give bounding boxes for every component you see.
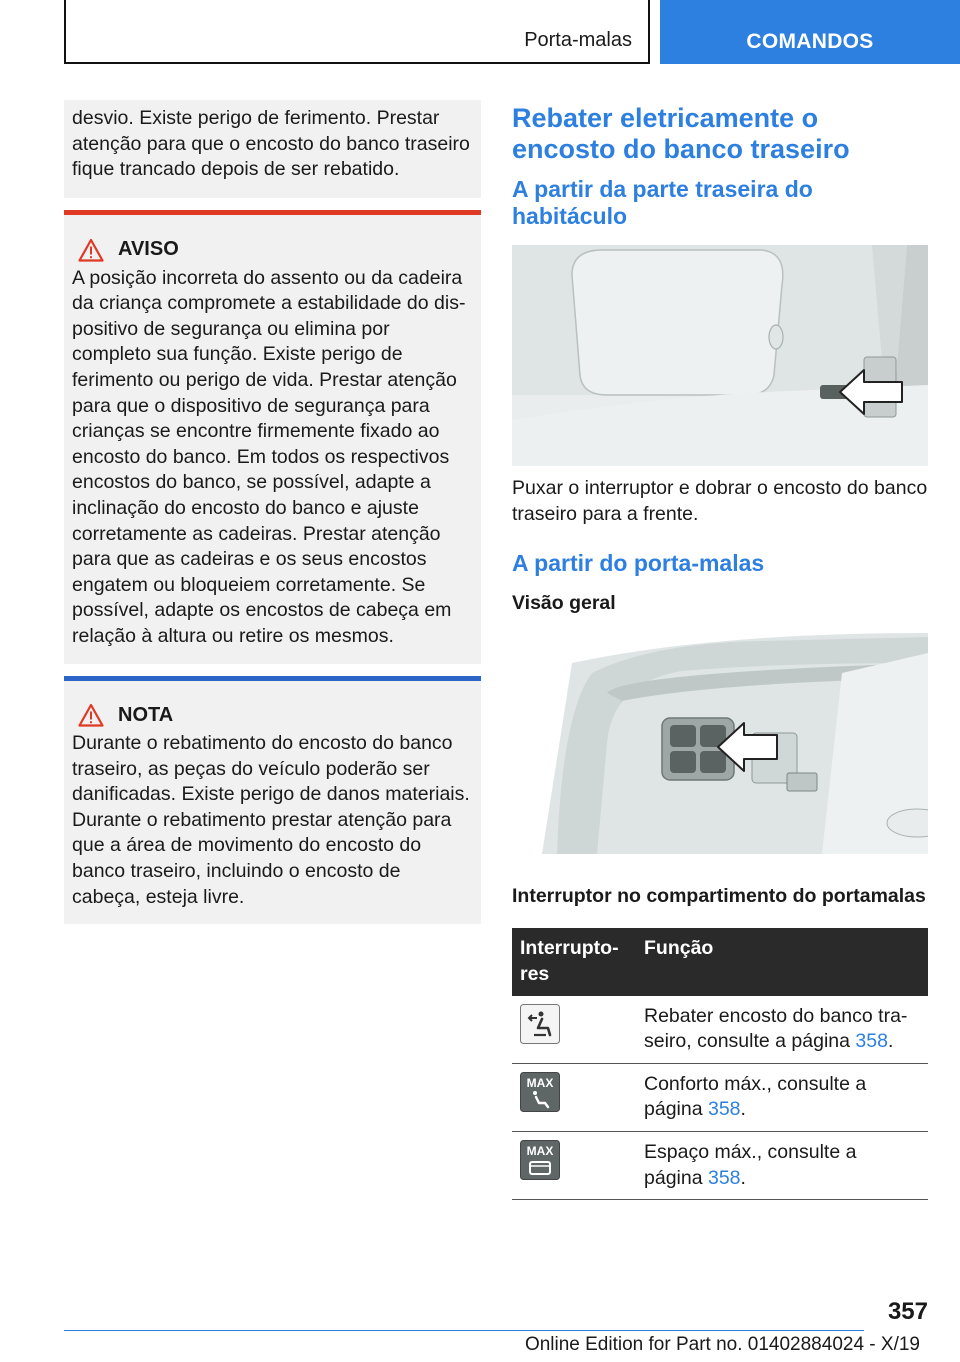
nota-text: Durante o rebatimento do encosto do banco traseiro, as peças do veículo poderão ser danificadas. Existe perigo de danos materiais. Durante o rebatimento prestar atenção para que a área de movimento do encosto do banco traseiro, incluindo o encosto de cabeça, esteja livre. bbox=[72, 732, 470, 908]
header-section-box bbox=[64, 0, 650, 64]
switch-function-table bbox=[512, 928, 928, 1200]
page-link[interactable]: 358 bbox=[707, 1098, 741, 1121]
row-function-text: Rebater encosto do banco traseiro, consulte a página bbox=[644, 1004, 908, 1053]
page-link[interactable]: 358 bbox=[707, 1166, 741, 1189]
nota-title: NOTA bbox=[118, 703, 174, 726]
section-heading: Rebater eletricamente o encosto do banco traseiro bbox=[512, 103, 850, 164]
svg-text:MAX: MAX bbox=[526, 1143, 554, 1158]
chapter-title: COMANDOS bbox=[746, 30, 874, 53]
continued-warning-box bbox=[64, 100, 481, 198]
svg-text:MAX: MAX bbox=[526, 1075, 554, 1090]
aviso-box bbox=[64, 210, 481, 664]
section-title: Porta-malas bbox=[524, 29, 632, 51]
row-function-text: Espaço máx., consulte a página bbox=[644, 1140, 857, 1189]
table-row: MAX Espaço máx., consulte a página 358. bbox=[512, 1131, 928, 1199]
nota-header bbox=[72, 703, 473, 729]
chapter-tab[interactable] bbox=[660, 0, 960, 64]
subheading-trunk: A partir do porta-malas bbox=[512, 550, 765, 577]
page-number: 357 bbox=[887, 1298, 928, 1325]
edition-note: Online Edition for Part no. 01402884024 - X/19 bbox=[524, 1334, 920, 1355]
trunk-switch-image bbox=[512, 633, 928, 854]
subheading-rear-cabin: A partir da parte traseira do habitáculo bbox=[512, 176, 813, 229]
max-space-icon[interactable] bbox=[520, 1140, 560, 1180]
aviso-text: A posição incorreta do assento ou da cadeira da criança compromete a estabilidade do dispositivo de segurança ou elimina por completo sua função. Existe perigo de ferimento ou perigo de vida. Prestar atenção para que o dispositivo de segurança para crianças se encontre firmemente fixado ao encosto do banco. Em todos os respectivos encostos do banco, se possível, adapte a inclinação do encosto do banco e ajuste corretamente as cadeiras. Prestar atenção para que as cadeiras e os seus encostos engatem ou bloqueiem corretamente. Se possível, adapte os encostos de cabeça em relação à altura ou retire os mesmos. bbox=[72, 266, 466, 647]
header-function: Função bbox=[636, 928, 928, 995]
caption-trunk: Interruptor no compartimento do portamalas bbox=[512, 884, 926, 907]
table-header-row bbox=[512, 928, 928, 995]
caption-rear-cabin: Puxar o interruptor e dobrar o encosto do banco traseiro para a frente. bbox=[512, 477, 928, 525]
overview-label: Visão geral bbox=[512, 592, 616, 615]
left-column bbox=[64, 100, 481, 924]
rear-seat-switch-image bbox=[512, 245, 928, 466]
row-function-text: Conforto máx., consulte a página bbox=[644, 1072, 867, 1121]
aviso-title: AVISO bbox=[118, 238, 179, 260]
seat-fold-icon[interactable] bbox=[520, 1004, 560, 1044]
header-switches: Interruptores bbox=[512, 928, 636, 995]
nota-box bbox=[64, 676, 481, 925]
table-row: MAX Conforto máx., consulte a página 358. bbox=[512, 1063, 928, 1131]
footer-divider bbox=[64, 1330, 864, 1331]
right-column bbox=[512, 100, 928, 1200]
table-row: Rebater encosto do banco traseiro, consulte a página 358. bbox=[512, 996, 928, 1064]
max-comfort-icon[interactable] bbox=[520, 1072, 560, 1112]
continued-text: desvio. Existe perigo de ferimento. Prestar atenção para que o encosto do banco traseiro fique trancado depois de ser rebatido. bbox=[72, 107, 470, 181]
notice-triangle-icon bbox=[78, 703, 104, 727]
aviso-header bbox=[72, 237, 473, 263]
page-link[interactable]: 358 bbox=[855, 1030, 888, 1053]
warning-triangle-icon bbox=[78, 238, 104, 262]
